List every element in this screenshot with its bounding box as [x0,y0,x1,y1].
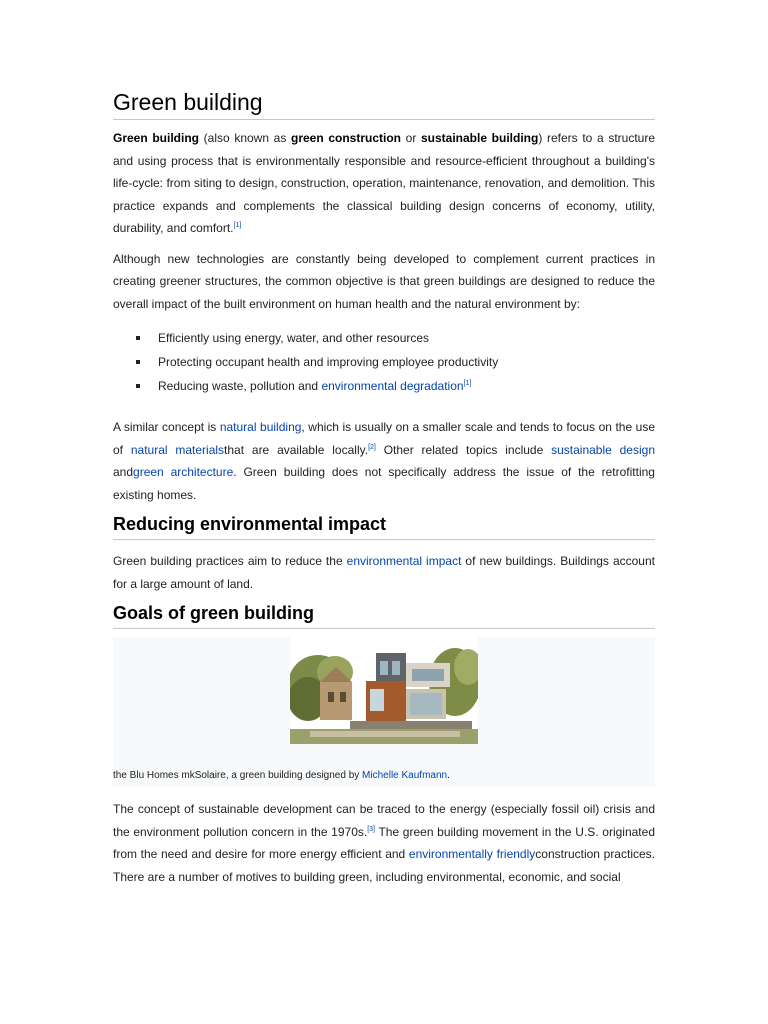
house-photo[interactable] [290,637,478,744]
paragraph-sustainable-development: The concept of sustainable development can be traced to the energy (especially fossil oil) crisis and the environment pollution concern in the 1970s.[3] The green building movement in the U.S. originated from the need and desire for more energy efficient and environmentally friendlyconstruction practices. There are a number of motives to building green, including environmental, economic, and social [113,802,655,884]
paragraph-technologies: Although new technologies are constantly being developed to complement current practices in creating greener structures, the common objective is that green buildings are designed to reduce the overall impact of the built environment on human health and the natural environment by: [113,251,655,311]
section-heading-goals: Goals of green building [113,602,655,629]
citation-1[interactable]: [1] [233,222,242,229]
bullet-icon [136,336,140,340]
link-michelle-kaufmann[interactable]: Michelle Kaufmann [362,770,448,781]
paragraph-impact: Green building practices aim to reduce the environmental impact of new buildings. Buildings account for a large amount of land. [113,554,655,591]
intro-paragraph: Green building (also known as green construction or sustainable building) refers to a structure and using process that is environmentally responsible and resource-efficient throughout a building's life-cycle: from siting to design, construction, operation, maintenance, renovation, and demolition. This practice expands and complements the classical building design concerns of economy, utility, durability, and comfort.[1] [113,131,656,235]
citation-2[interactable]: [2] [368,443,376,451]
link-green-architecture[interactable]: green architecture [133,465,234,479]
link-natural-materials[interactable]: natural materials [130,442,225,457]
page-title: Green building [113,88,655,120]
link-natural-building[interactable]: natural building [219,420,302,434]
link-environmental-degradation[interactable]: environmental degradation [321,379,464,393]
figure-caption: the Blu Homes mkSolaire, a green building designed by Michelle Kaufmann. [113,770,450,781]
link-environmentally-friendly[interactable]: environmentally friendly [408,847,536,861]
section-heading-impact: Reducing environmental impact [113,513,655,540]
citation-1[interactable]: [1] [463,380,472,387]
paragraph-similar-concept: A similar concept is natural building, which is usually on a smaller scale and tends to focus on the use of natural materialsthat are available locally.[2] Other related topics include sustainable design andgreen architecture. Green building does not specifically address the issue of the retrofitting existing homes. [113,420,655,502]
link-sustainable-design[interactable]: sustainable design [551,442,655,457]
term-green-construction: green construction [291,131,402,145]
term-sustainable-building: sustainable building [421,131,539,145]
house-illustration [290,637,478,744]
benefits-list [113,326,655,398]
list-item: Efficiently using energy, water, and other resources [113,326,655,350]
link-environmental-impact[interactable]: environmental impact [346,554,462,568]
bullet-icon [136,360,140,364]
figure [113,637,655,787]
term-green-building: Green building [113,131,199,145]
citation-3[interactable]: [3] [367,825,375,833]
bullet-icon [136,384,140,388]
list-item: Protecting occupant health and improving employee productivity [113,350,655,374]
article [113,88,655,888]
list-item: Reducing waste, pollution and environmental degradation[1] [113,374,655,398]
